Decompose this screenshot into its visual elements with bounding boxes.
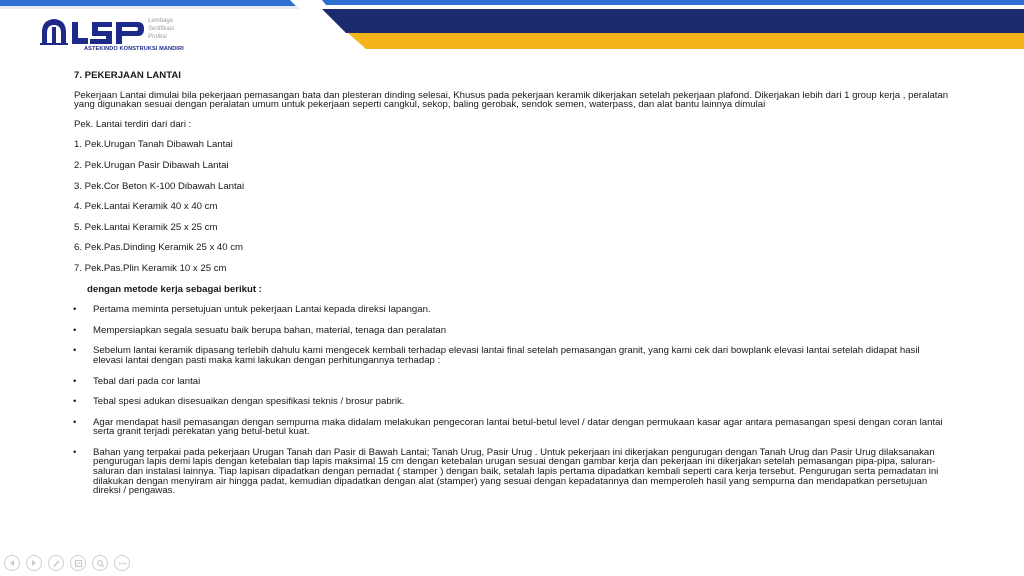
edit-icon[interactable] — [70, 555, 86, 571]
bullet-item — [74, 326, 949, 336]
bullet-icon: • — [73, 324, 77, 336]
zoom-icon[interactable] — [92, 555, 108, 571]
bullet-text: Bahan yang terpakai pada pekerjaan Urugan Tanah dan Pasir di Bawah Lantai; Tanah Urug, Pasir Urug . Untuk pekerjaan ini dikerjakan pengurugan dengan Tanah Urug dan Pasir Urug dilaksanakan pengurugan lapis demi lapis dengan ketebalan tiap lapis maksimal 15 cm dengan ketebalan urugan sesuai dengan gambar kerja dan pekerjaan ini dikerjakan setelah pemasangan pipa-pipa, saluran-saluran dan instalasi lainnya. Tiap lapisan dipadatkan dengan pemadat ( stamper ) dengan baik, setalah lapis pertama dipadatkan kembali seperti cara kerja tersebut. Pengurugan serta pemadatan ini dilakukan dengan menyiram air hingga padat, kemudian dipadatkan dengan alat (stamper) yang sesuai dengan kepadatannya dan memperoleh hasil yang sempurna dan mendapatkan persetujuan direksi / pengawas. — [93, 446, 939, 497]
more-icon[interactable] — [114, 555, 130, 571]
bullet-icon: • — [73, 446, 77, 458]
section-title: 7. PEKERJAAN LANTAI — [74, 70, 181, 81]
list-item: 6. Pek.Pas.Dinding Keramik 25 x 40 cm — [74, 242, 244, 254]
bullet-text: Tebal spesi adukan disesuaikan dengan spesifikasi teknis / brosur pabrik. — [93, 396, 405, 408]
bullet-item — [74, 397, 949, 407]
list-item: 7. Pek.Pas.Plin Keramik 10 x 25 cm — [74, 262, 227, 274]
bullet-icon: • — [73, 375, 77, 387]
method-bullets — [74, 305, 949, 496]
bullet-text: Mempersiapkan segala sesuatu baik berupa bahan, material, tenaga dan peralatan — [93, 324, 447, 336]
intro-paragraph: Pekerjaan Lantai dimulai bila pekerjaan pemasangan bata dan plesteran dinding selesai, Khusus pada pekerjaan keramik dikerjakan setelah pekerjaan plafond. Dikerjakan lebih dari 1 group kerja , peralatan yang digunakan sesuai dengan peralatan umum untuk pekerjaan seperti cangkul, sekop, baling gerobak, sendok semen, waterpass, dan alat bantu lainnya dimulai — [74, 89, 949, 111]
list-item: 1. Pek.Urugan Tanah Dibawah Lantai — [74, 139, 233, 151]
bullet-icon: • — [73, 396, 77, 408]
bullet-text: Sebelum lantai keramik dipasang terlebih dahulu kami mengecek kembali terhadap elevasi lantai final setelah pemasangan granit, yang kami cek dari bowplank elevasi lantai setelah didapat hasil elevasi lantai dengan pasti maka kami lakukan dengan perhitungannya terhadap : — [93, 345, 920, 366]
bullet-text: Pertama meminta persetujuan untuk pekerjaan Lantai kepada direksi lapangan. — [93, 304, 431, 316]
list-intro: Pek. Lantai terdiri dari dari : — [74, 118, 192, 130]
pen-icon[interactable] — [48, 555, 64, 571]
bullet-item — [74, 346, 949, 365]
content-body — [74, 71, 949, 507]
bullet-icon: • — [73, 345, 77, 357]
list-item: 3. Pek.Cor Beton K-100 Dibawah Lantai — [74, 180, 245, 192]
list-item: 4. Pek.Lantai Keramik 40 x 40 cm — [74, 201, 218, 213]
bullet-icon: • — [73, 304, 77, 316]
lsp-logo-icon — [40, 16, 148, 46]
bullet-icon: • — [73, 416, 77, 428]
bullet-item — [74, 305, 949, 315]
bullet-text: Tebal dari pada cor lantai — [93, 375, 201, 387]
list-item: 5. Pek.Lantai Keramik 25 x 25 cm — [74, 221, 218, 233]
next-icon[interactable] — [26, 555, 42, 571]
logo-tagline-line: Sertifikasi — [148, 26, 175, 32]
logo-tagline — [148, 17, 174, 41]
bullet-item — [74, 377, 949, 387]
logo-subtitle: ASTEKINDO KONSTRUKSI MANDIRI — [84, 46, 184, 52]
list-item: 2. Pek.Urugan Pasir Dibawah Lantai — [74, 159, 229, 171]
logo-tagline-line: Profesi — [148, 34, 167, 40]
previous-icon[interactable] — [4, 555, 20, 571]
method-heading: dengan metode kerja sebagai berikut : — [87, 283, 262, 295]
logo — [40, 16, 190, 58]
bullet-item — [74, 448, 949, 496]
logo-tagline-line: Lembaga — [148, 18, 174, 24]
bullet-item — [74, 418, 949, 437]
bullet-text: Agar mendapat hasil pemasangan dengan sempurna maka didalam melakukan pengecoran lantai betul-betul level / datar dengan permukaan kasar agar antara pemasangan spesi dengan coran lantai serta granit terjadi perekatan yang betul-betul kuat. — [93, 416, 943, 438]
